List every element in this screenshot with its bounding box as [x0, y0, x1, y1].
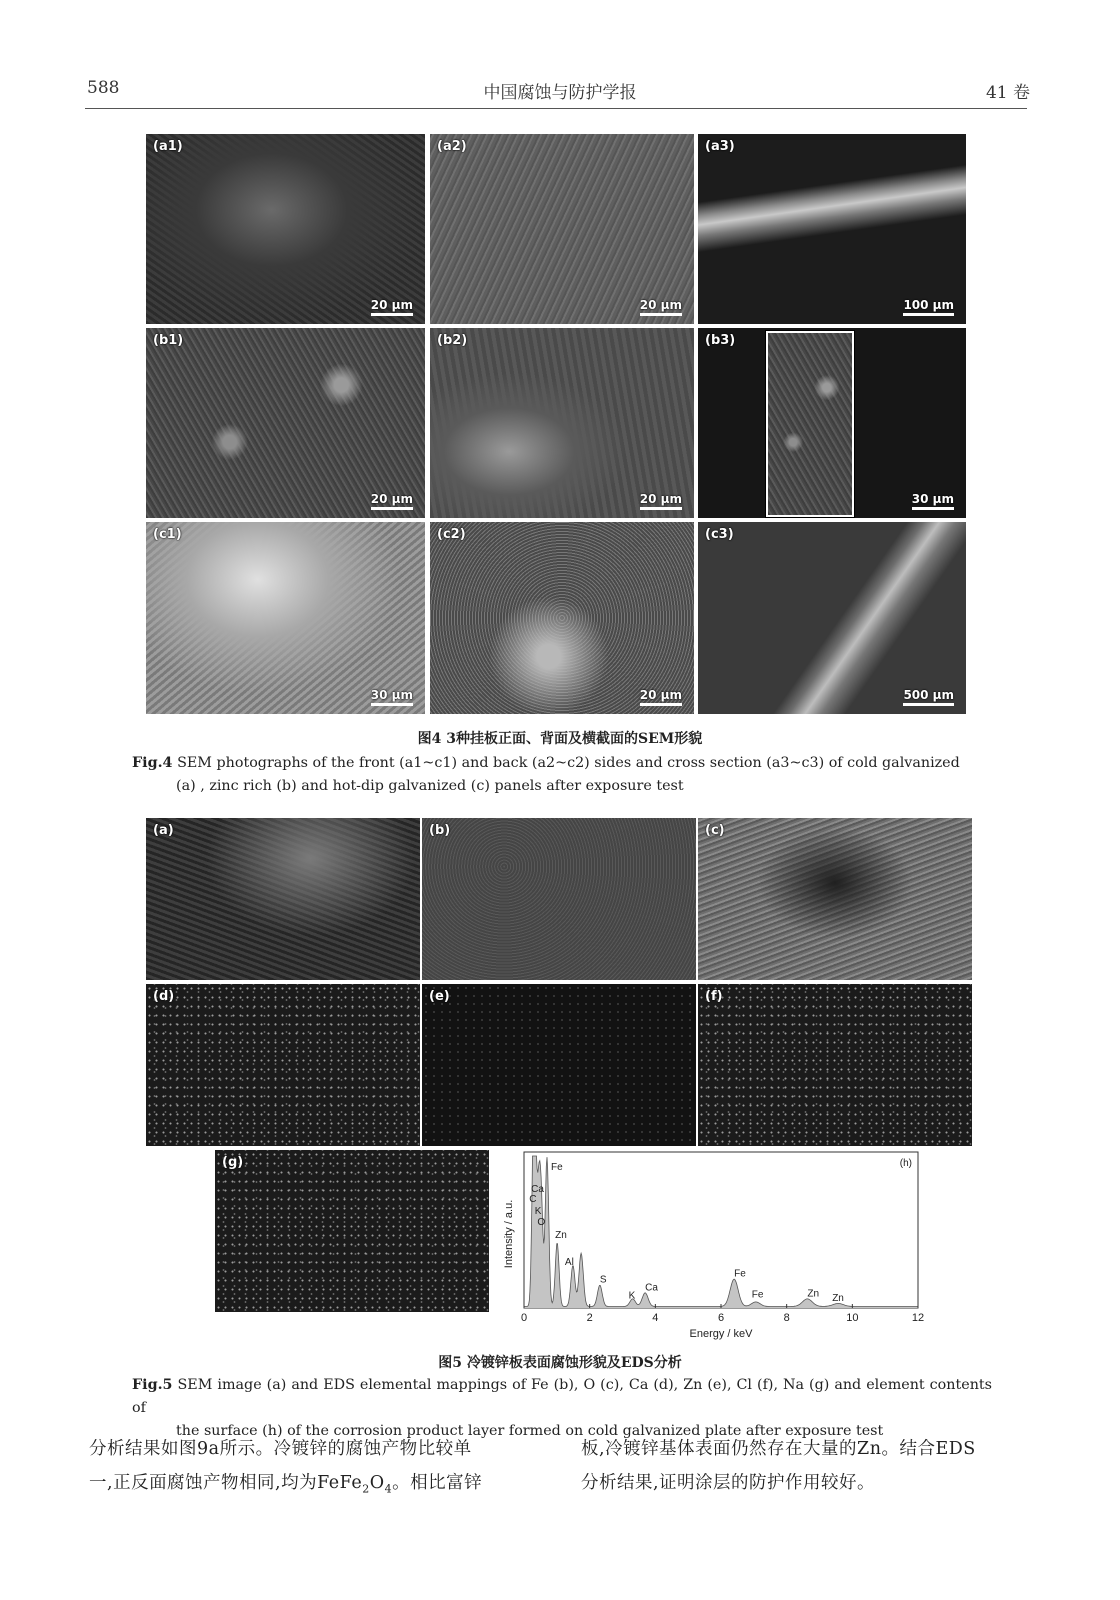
panel-label: (a2) — [437, 139, 467, 154]
journal-title: 中国腐蚀与防护学报 — [483, 83, 637, 103]
panel-label: (f) — [705, 989, 723, 1004]
panel-label: (e) — [429, 989, 450, 1004]
scale-bar: 30 μm — [912, 492, 954, 510]
panel-label: (c1) — [153, 527, 182, 542]
fig5-panel-d — [146, 984, 420, 1146]
peak-label: Fe — [550, 1162, 563, 1173]
fig5-panel-g — [215, 1150, 489, 1312]
x-tick-label: 0 — [520, 1312, 528, 1324]
scale-bar: 20 μm — [640, 492, 682, 510]
panel-label: (a3) — [705, 139, 735, 154]
fig4-panel-c2 — [430, 522, 694, 714]
x-axis-label: Energy / keV — [689, 1328, 753, 1340]
fig4-panel-a1 — [146, 134, 425, 324]
x-tick-label: 8 — [783, 1312, 790, 1324]
volume-label: 41 卷 — [985, 83, 1030, 103]
fig5-caption-line1: SEM image (a) and EDS elemental mappings of Fe (b), O (c), Ca (d), Zn (e), Cl (f), Na (g) and element contents of — [132, 1377, 992, 1416]
x-tick-label: 4 — [652, 1312, 659, 1324]
y-axis-label: Intensity / a.u. — [503, 1199, 515, 1269]
fig4-panel-b3 — [698, 328, 966, 518]
page-number: 588 — [87, 78, 120, 98]
fig4-caption-cn: 图4 3种挂板正面、背面及横截面的SEM形貌 — [417, 731, 703, 747]
fig4-caption-en — [132, 752, 992, 798]
scale-bar: 20 μm — [640, 688, 682, 706]
panel-label: (b3) — [705, 333, 736, 348]
panel-label: (c) — [705, 823, 725, 838]
fig4-panel-b2 — [430, 328, 694, 518]
x-tick-label: 6 — [717, 1312, 725, 1324]
panel-label: (b1) — [153, 333, 184, 348]
peak-label: C — [529, 1194, 537, 1205]
fig4-panel-c3 — [698, 522, 966, 714]
scale-bar: 100 μm — [903, 298, 954, 316]
peak-label: Ca — [531, 1184, 544, 1195]
peak-label: Fe — [751, 1289, 764, 1301]
inset-frame — [766, 331, 854, 517]
panel-label: (c2) — [437, 527, 466, 542]
scale-bar: 20 μm — [640, 298, 682, 316]
peak-label: Al — [564, 1256, 574, 1268]
peak-label: K — [628, 1290, 636, 1302]
peak-label: Ca — [645, 1282, 658, 1294]
fig4-panel-a3 — [698, 134, 966, 324]
fig5-caption-line2: the surface (h) of the corrosion product layer formed on cold galvanized plate after exposure test — [176, 1423, 884, 1439]
scale-bar: 20 μm — [371, 492, 413, 510]
scale-bar: 500 μm — [903, 688, 954, 706]
scale-bar: 20 μm — [371, 298, 413, 316]
scale-bar: 30 μm — [371, 688, 413, 706]
body-column-right — [581, 1432, 1039, 1500]
fig4-caption-line1: SEM photographs of the front (a1~c1) and back (a2~c2) sides and cross section (a3~c3) of cold galvanized — [177, 755, 960, 771]
peak-label: K — [534, 1206, 542, 1217]
panel-label: (c3) — [705, 527, 734, 542]
peak-label: Zn — [807, 1288, 820, 1300]
body-line: 一,正反面腐蚀产物相同,均为$FeFe_2O_4$。相比富锌 — [89, 1473, 483, 1496]
panel-label: (b2) — [437, 333, 468, 348]
panel-label: (a) — [153, 823, 174, 838]
fig5-panel-e — [422, 984, 696, 1146]
peak-label: Zn — [832, 1292, 844, 1304]
body-line: 分析结果如图9a所示。冷镀锌的腐蚀产物比较单 — [89, 1439, 472, 1459]
fig5-caption-label: Fig.5 — [132, 1377, 173, 1393]
header-rule — [85, 108, 1027, 109]
fig4-caption-label: Fig.4 — [132, 755, 173, 771]
x-tick-label: 2 — [586, 1312, 593, 1324]
fig5-caption-cn: 图5 冷镀锌板表面腐蚀形貌及EDS分析 — [438, 1355, 682, 1371]
fig4-panel-a2 — [430, 134, 694, 324]
body-line: 分析结果,证明涂层的防护作用较好。 — [581, 1473, 876, 1493]
fig5-panel-c — [698, 818, 972, 980]
eds-spectrum-chart — [496, 1148, 936, 1348]
panel-label: (g) — [222, 1155, 244, 1170]
x-tick-label: 12 — [911, 1312, 925, 1324]
fig5-panel-f — [698, 984, 972, 1146]
fig4-caption-line2: (a) , zinc rich (b) and hot-dip galvanized (c) panels after exposure test — [176, 778, 684, 794]
peak-label: S — [599, 1274, 607, 1286]
panel-label: (a1) — [153, 139, 183, 154]
x-tick-label: 10 — [846, 1312, 859, 1324]
peak-label: Zn — [555, 1230, 567, 1242]
panel-label: (b) — [429, 823, 451, 838]
body-column-left — [89, 1432, 547, 1507]
fig4-panel-c1 — [146, 522, 425, 714]
body-line: 板,冷镀锌基体表面仍然存在大量的Zn。结合EDS — [581, 1439, 976, 1459]
peak-label: O — [537, 1217, 546, 1228]
fig5-panel-a — [146, 818, 420, 980]
fig4-panel-b1 — [146, 328, 425, 518]
panel-label: (h) — [899, 1158, 912, 1169]
fig5-panel-b — [422, 818, 696, 980]
peak-label: Fe — [734, 1268, 746, 1280]
panel-label: (d) — [153, 989, 175, 1004]
